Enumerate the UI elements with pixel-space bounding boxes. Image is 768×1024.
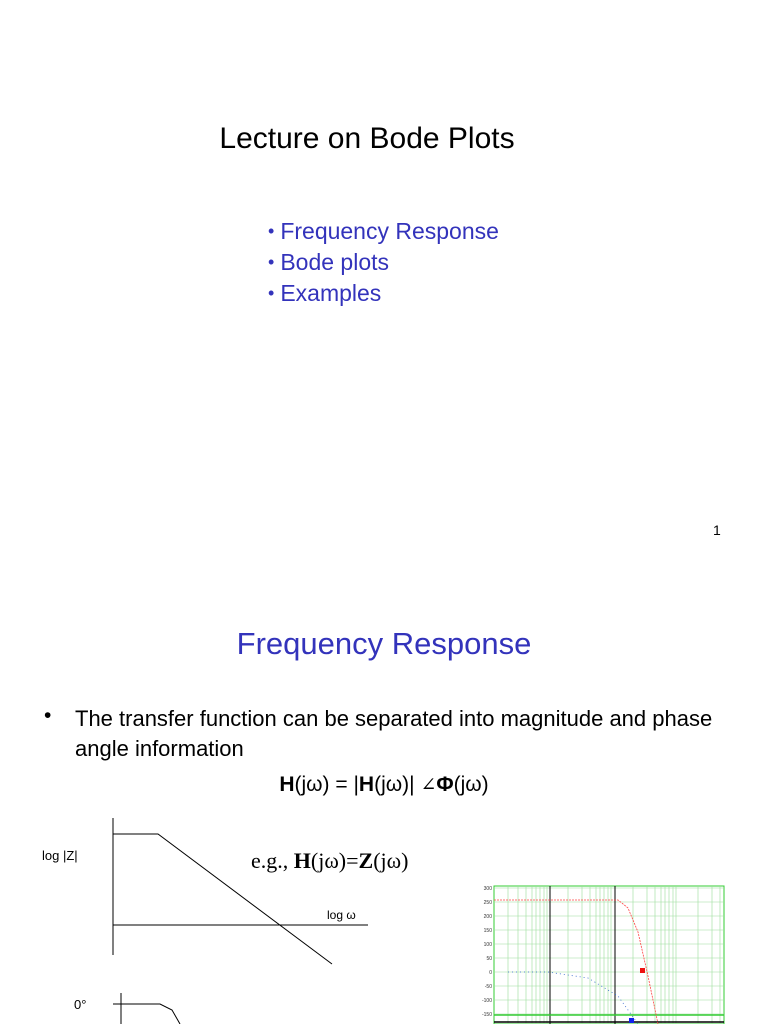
tick-label: -150 (481, 1012, 492, 1018)
tick-label: 200 (483, 914, 492, 920)
x-axis-label: log ω (327, 908, 356, 922)
tick-label: 150 (483, 928, 492, 934)
bullet-dot-icon: • (268, 221, 275, 241)
bullet-dot-icon: • (268, 283, 275, 303)
bullet-text: Examples (280, 280, 382, 306)
body-text: The transfer function can be separated into magnitude and phase angle information (75, 706, 713, 761)
tick-label: 250 (483, 900, 492, 906)
sketch-phase-curve (121, 1004, 180, 1024)
eq-h2: H (358, 773, 375, 796)
sketch-magnitude-curve (113, 834, 332, 964)
bullet-dot-icon: • (268, 252, 275, 272)
angle-icon: ∠ (420, 774, 437, 796)
eq-h: H (279, 773, 295, 796)
bode-plot-image (478, 884, 726, 1024)
magnitude-label: log |Z| (42, 848, 78, 863)
eg-z: Z (358, 848, 374, 873)
tick-label: -100 (481, 998, 492, 1004)
slide2-title: Frequency Response (236, 626, 532, 661)
tick-label: 0 (489, 970, 492, 976)
eq-phi: Φ (436, 773, 454, 796)
eg-z-arg: (jω) (373, 848, 409, 873)
tick-label: -50 (484, 984, 492, 990)
eg-prefix: e.g., (251, 848, 294, 873)
eq-rhs: (jω) (453, 773, 489, 796)
tick-label: 100 (483, 942, 492, 948)
plot-tick-labels (482, 886, 492, 1018)
magnitude-marker (640, 968, 645, 973)
body-bullet-dot-icon: • (44, 704, 52, 727)
tick-label: 50 (486, 956, 492, 962)
phase-label: 0° (74, 997, 87, 1012)
eg-h: H (293, 848, 311, 873)
tick-label: 300 (483, 886, 492, 892)
slide1-title: Lecture on Bode Plots (219, 122, 515, 155)
eg-h-arg: (jω)= (310, 848, 359, 873)
eq-mid: (jω)| (374, 773, 421, 796)
phase-marker (629, 1018, 634, 1023)
eq-lhs: (jω) = | (294, 773, 359, 796)
bullet-text: Frequency Response (280, 218, 499, 244)
plot-frame (494, 886, 724, 1024)
page-number: 1 (713, 522, 721, 538)
bullet-text: Bode plots (280, 249, 390, 275)
